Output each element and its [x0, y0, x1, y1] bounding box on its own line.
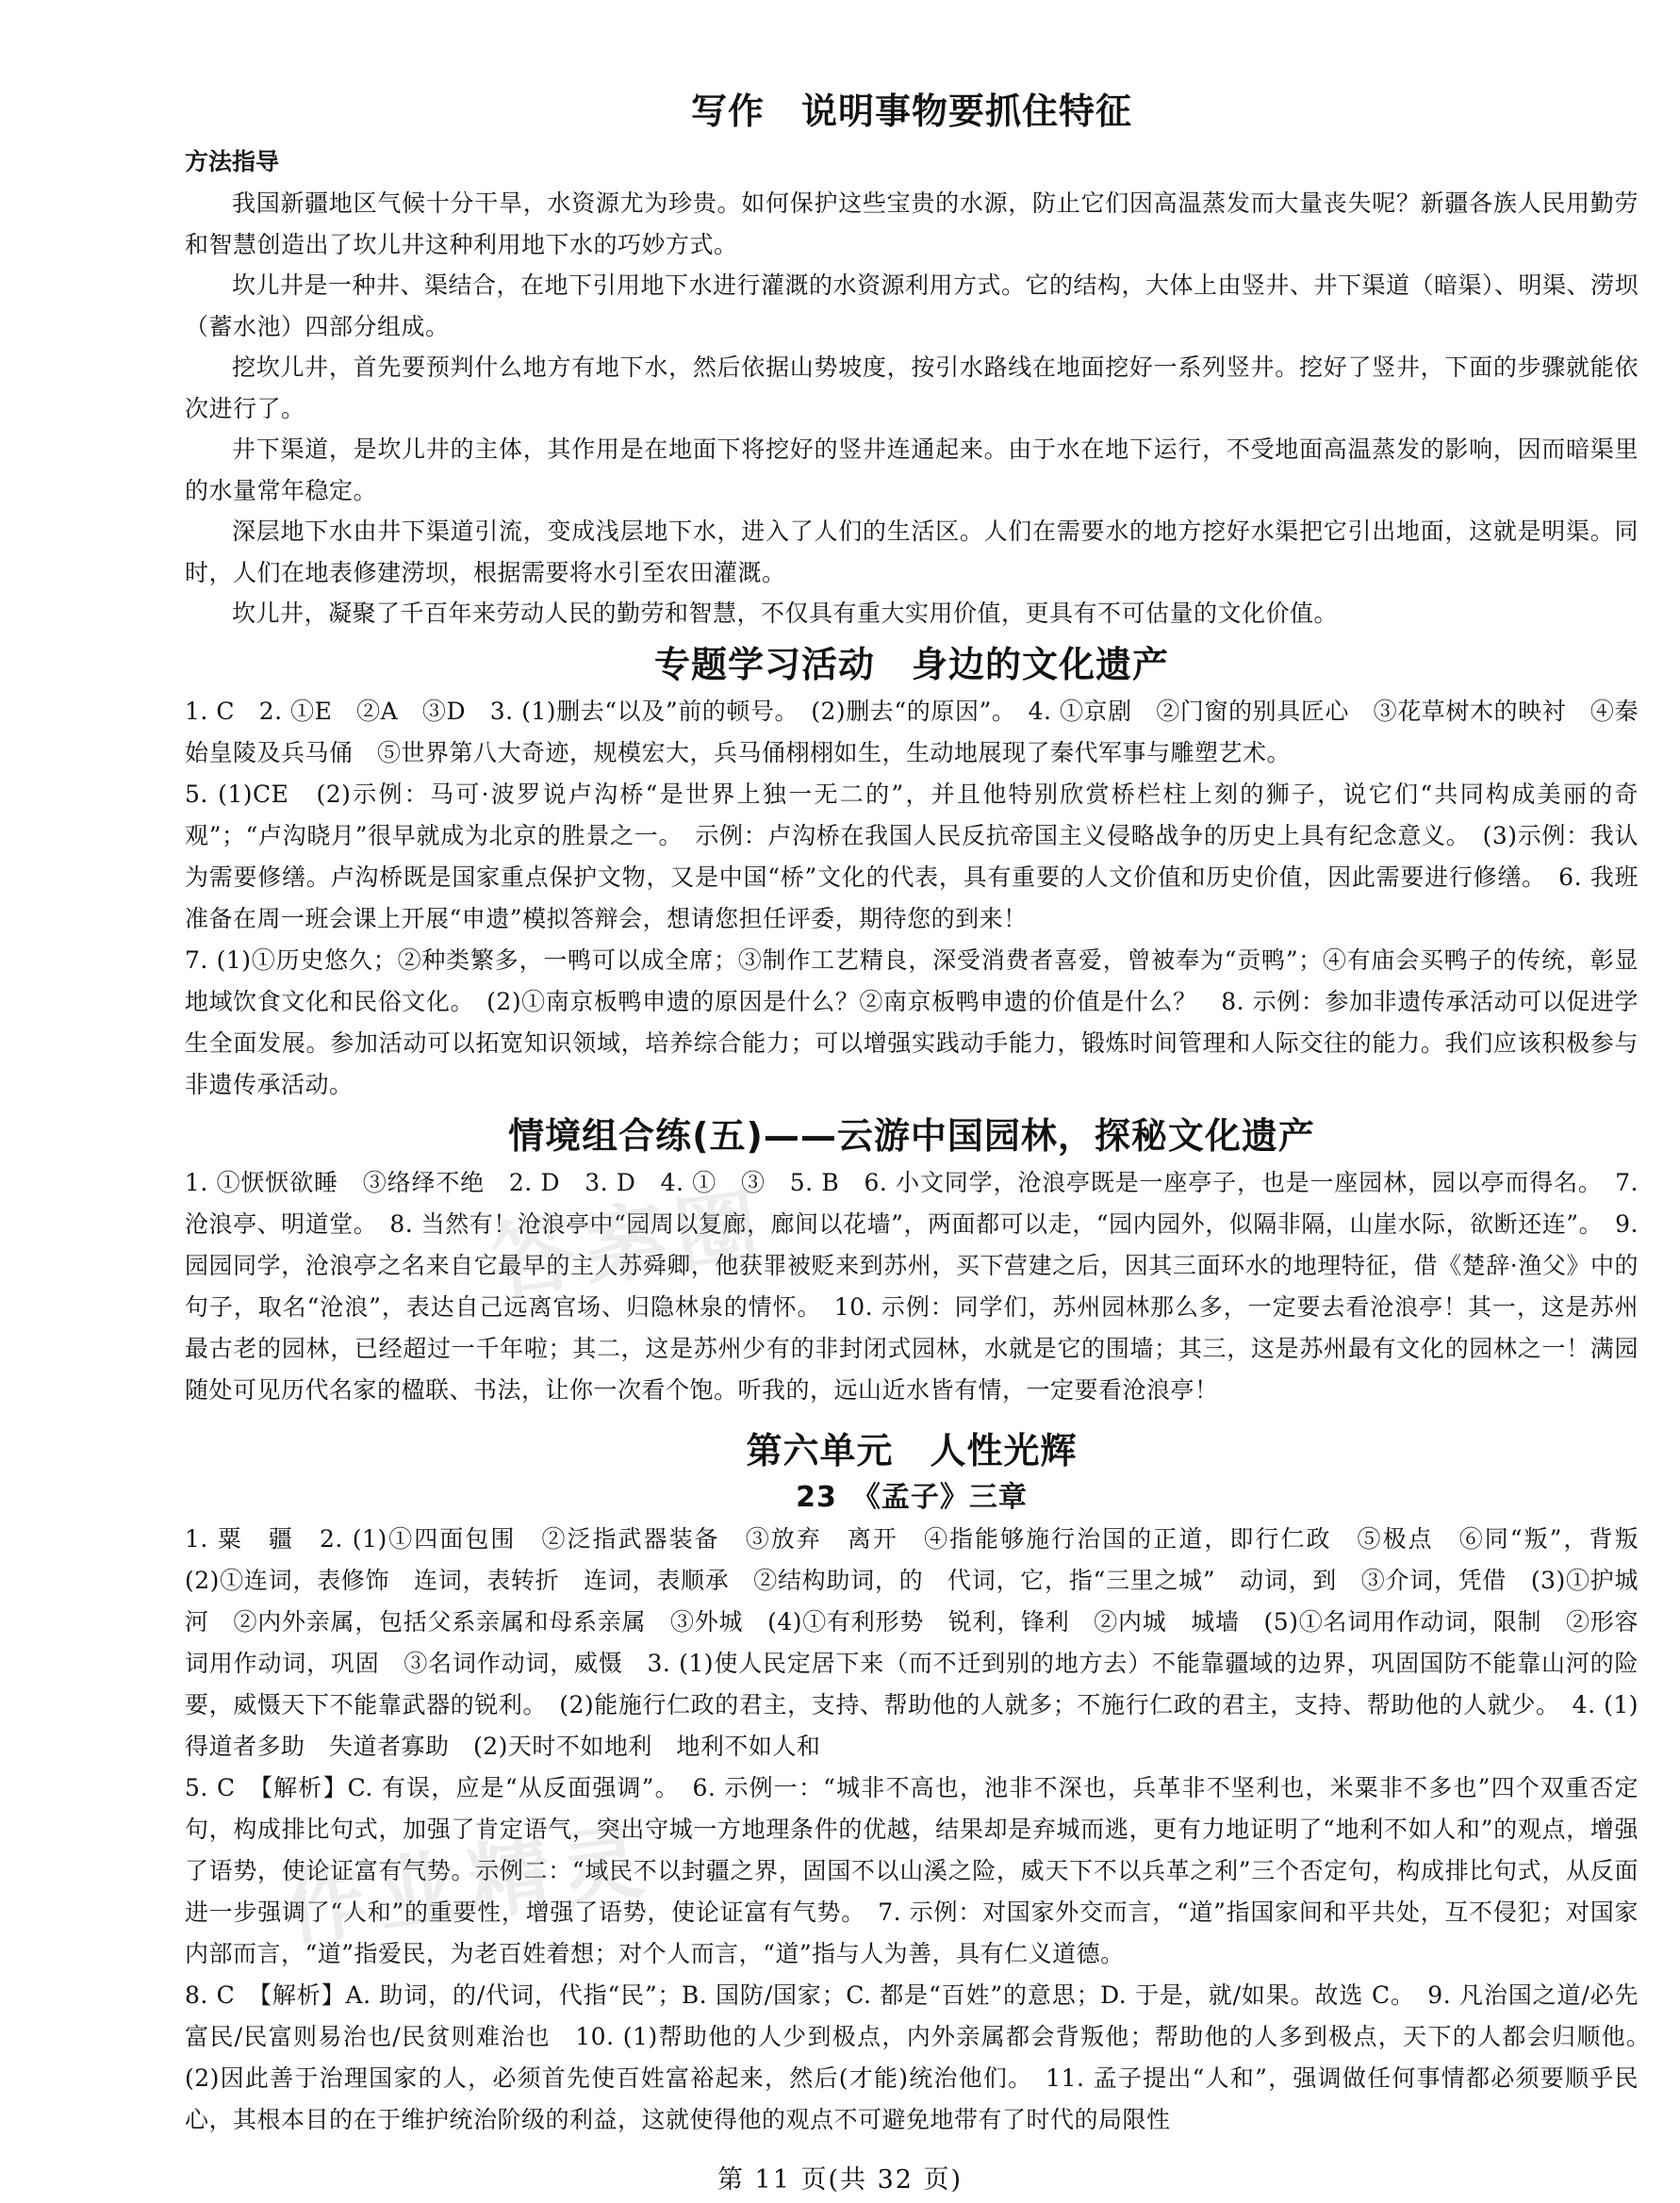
- unit-title: 第六单元 人性光辉: [746, 1429, 1078, 1471]
- section-writing: [185, 85, 1639, 634]
- answer-block: 1. C 2. ①E ②A ③D 3. (1)删去“以及”前的顿号。 (2)删去“的原因”。 4. ①京剧 ②门窗的别具匠心 ③花草树木的映衬 ④秦始皇陵及兵马俑 ⑤世界第八大奇迹，规模宏大，兵马俑栩栩如生，生动地展现了秦代军事与雕塑艺术。: [185, 697, 1639, 766]
- section-scenario-practice: [185, 1110, 1639, 1411]
- paragraph: 我国新疆地区气候十分干旱，水资源尤为珍贵。如何保护这些宝贵的水源，防止它们因高温蒸发而大量丧失呢？新疆各族人民用勤劳和智慧创造出了坎儿井这种利用地下水的巧妙方式。: [185, 189, 1639, 258]
- page-footer: 第 11 页(共 32 页): [716, 2165, 964, 2195]
- paragraph: 井下渠道，是坎儿井的主体，其作用是在地面下将挖好的竖井连通起来。由于水在地下运行，不受地面高温蒸发的影响，因而暗渠里的水量常年稳定。: [185, 436, 1639, 504]
- section-title: 写作 说明事物要抓住特征: [690, 90, 1132, 132]
- answer-block: 8. C 【解析】A. 助词，的/代词，代指“民”；B. 国防/国家；C. 都是“百姓”的意思；D. 于是，就/如果。故选 C。 9. 凡治国之道/必先富民/民富则易治也/民贫则难治也 10. (1)帮助他的人少到极点，内外亲属都会背叛他；帮助他的人多到极点，天下的人都会归顺他。 (2)因此善于治理国家的人，必须首先使百姓富裕起来，然后(才能)统治他们。 11. 孟子提出“人和”，强调做任何事情都必须要顺乎民心，其根本目的在于维护统治阶级的利益，这就使得他的观点不可避免地带有了时代的局限性: [185, 1981, 1663, 2133]
- lesson-title: 23 《孟子》三章: [796, 1480, 1028, 1514]
- section-unit-six: [185, 1424, 1663, 2141]
- page-content: [185, 81, 1663, 2141]
- paragraph: 挖坎儿井，首先要预判什么地方有地下水，然后依据山势坡度，按引水路线在地面挖好一系列竖井。挖好了竖井，下面的步骤就能依次进行了。: [185, 353, 1639, 422]
- section-topic-activity: [185, 638, 1639, 1106]
- method-guide-heading: 方法指导: [185, 148, 280, 175]
- answer-block: 1. 粟 疆 2. (1)①四面包围 ②泛指武器装备 ③放弃 离开 ④指能够施行治国的正道，即行仁政 ⑤极点 ⑥同“叛”，背叛 (2)①连词，表修饰 连词，表转折 连词，表顺承 ②结构助词，的 代词，它，指“三里之城” 动词，到 ③介词，凭借 (3)①护城河 ②内外亲属，包括父系亲属和母系亲属 ③外城 (4)①有利形势 锐利，锋利 ②内城 城墙 (5)①名词用作动词，限制 ②形容词用作动词，巩固 ③名词作动词，威慑 3. (1)使人民定居下来（而不迁到别的地方去）不能靠疆域的边界，巩固国防不能靠山河的险要，威慑天下不能靠武器的锐利。 (2)能施行仁政的君主，支持、帮助他的人就多；不施行仁政的君主，支持、帮助他的人就少。 4. (1)得道者多助 失道者寡助 (2)天时不如地利 地利不如人和: [185, 1524, 1663, 1760]
- section-title: 情境组合练(五)——云游中国园林，探秘文化遗产: [508, 1114, 1315, 1157]
- answer-block: 1. ①恹恹欲睡 ③络绎不绝 2. D 3. D 4. ① ③ 5. B 6. 小文同学，沧浪亭既是一座亭子，也是一座园林，园以亭而得名。 7. 沧浪亭、明道堂。 8. 当然有！沧浪亭中“园周以复廊，廊间以花墙”，两面都可以走，“园内园外，似隔非隔，山崖水际，欲断还连”。 9. 园园同学，沧浪亭之名来自它最早的主人苏舜卿，他获罪被贬来到苏州，买下营建之后，因其三面环水的地理特征，借《楚辞·渔父》中的句子，取名“沧浪”，表达自己远离官场、归隐林泉的情怀。 10. 示例：同学们，苏州园林那么多，一定要去看沧浪亭！其一，这是苏州最古老的园林，已经超过一千年啦；其二，这是苏州少有的非封闭式园林，水就是它的围墙；其三，这是苏州最有文化的园林之一！满园随处可见历代名家的楹联、书法，让你一次看个饱。听我的，远山近水皆有情，一定要看沧浪亭！: [185, 1168, 1639, 1404]
- section-title: 专题学习活动 身边的文化遗产: [653, 643, 1169, 685]
- paragraph: 坎儿井，凝聚了千百年来劳动人民的勤劳和智慧，不仅具有重大实用价值，更具有不可估量的文化价值。: [232, 600, 1339, 627]
- paragraph: 深层地下水由井下渠道引流，变成浅层地下水，进入了人们的生活区。人们在需要水的地方挖好水渠把它引出地面，这就是明渠。同时，人们在地表修建涝坝，根据需要将水引至农田灌溉。: [185, 518, 1639, 586]
- answer-block: 5. (1)CE (2)示例：马可·波罗说卢沟桥“是世界上独一无二的”，并且他特别欣赏桥栏柱上刻的狮子，说它们“共同构成美丽的奇观”；“卢沟晓月”很早就成为北京的胜景之一。 示例：卢沟桥在我国人民反抗帝国主义侵略战争的历史上具有纪念意义。 (3)示例：我认为需要修缮。卢沟桥既是国家重点保护文物，又是中国“桥”文化的代表，具有重要的人文价值和历史价值，因此需要进行修缮。 6. 我班准备在周一班会课上开展“申遗”模拟答辩会，想请您担任评委，期待您的到来！: [185, 780, 1639, 932]
- watermark: 作业精灵: [278, 1811, 659, 1959]
- paragraph: 坎儿井是一种井、渠结合，在地下引用地下水进行灌溉的水资源利用方式。它的结构，大体上由竖井、井下渠道（暗渠）、明渠、涝坝（蓄水池）四部分组成。: [185, 271, 1639, 340]
- answer-block: 5. C 【解析】C. 有误，应是“从反面强调”。 6. 示例一：“城非不高也，池非不深也，兵革非不坚利也，米粟非不多也”四个双重否定句，构成排比句式，加强了肯定语气，突出守城一方地理条件的优越，结果却是弃城而逃，更有力地证明了“地利不如人和”的观点，增强了语势，使论证富有气势。示例二：“域民不以封疆之界，固国不以山溪之险，威天下不以兵革之利”三个否定句，构成排比句式，从反面进一步强调了“人和”的重要性，增强了语势，使论证富有气势。 7. 示例：对国家外交而言，“道”指国家间和平共处，互不侵犯；对国家内部而言，“道”指爱民，为老百姓着想；对个人而言，“道”指与人为善，具有仁义道德。: [185, 1773, 1639, 1967]
- answer-block: 7. (1)①历史悠久；②种类繁多，一鸭可以成全席；③制作工艺精良，深受消费者喜爱，曾被奉为“贡鸭”；④有庙会买鸭子的传统，彰显地域饮食文化和民俗文化。 (2)①南京板鸭申遗的原因是什么？②南京板鸭申遗的价值是什么？ 8. 示例：参加非遗传承活动可以促进学生全面发展。参加活动可以拓宽知识领域，培养综合能力；可以增强实践动手能力，锻炼时间管理和人际交往的能力。我们应该积极参与非遗传承活动。: [185, 945, 1639, 1098]
- watermark: 答案圈: [486, 1175, 774, 1311]
